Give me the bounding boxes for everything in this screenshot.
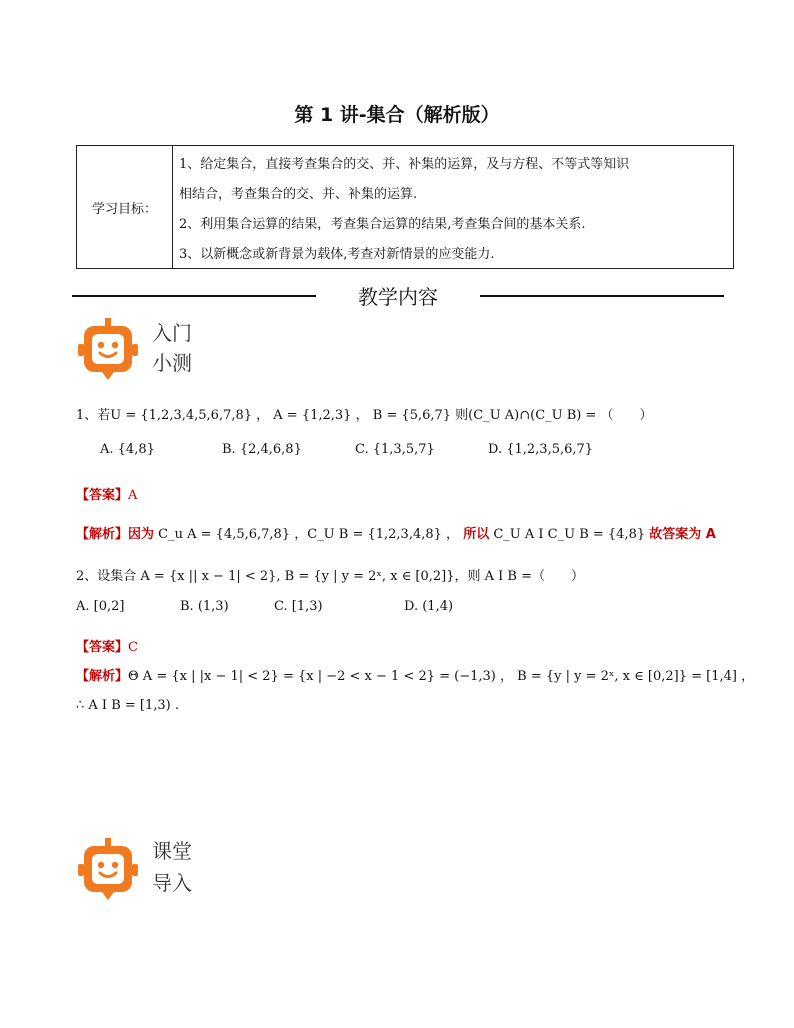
divider-line-right xyxy=(480,295,724,297)
badge-label-2: 导入 xyxy=(152,871,192,895)
robot-icon xyxy=(76,836,140,902)
divider-line-left xyxy=(72,295,316,297)
goals-label: 学习目标： xyxy=(77,146,173,268)
question-2-analysis-line2: ∴ A I B = [1,3) . xyxy=(76,698,179,713)
option-d: D. (1,4) xyxy=(404,599,454,614)
goals-body xyxy=(173,146,733,268)
option-a: A. [0,2] xyxy=(76,599,125,614)
analysis-formula: Θ A = {x | |x − 1| < 2} = {x | −2 < x − 1 < 2} = (−1,3) ， B = {y | y = 2ˣ, x ∈ [0,2]} = [1,4] ， xyxy=(128,669,755,684)
question-1-analysis xyxy=(76,523,716,542)
analysis-text: 故答案为 A xyxy=(649,527,716,542)
analysis-text: 因为 xyxy=(128,527,155,542)
analysis-formula: C_U A I C_U B = {4,8} xyxy=(493,527,646,542)
goal-line: 1、给定集合，直接考查集合的交、并、补集的运算，及与方程、不等式等知识 xyxy=(179,157,630,172)
question-1-options xyxy=(100,442,593,457)
question-1-answer xyxy=(76,484,137,503)
option-b: B. (1,3) xyxy=(180,599,229,614)
question-2-answer xyxy=(76,636,138,655)
answer-tag: 【答案】 xyxy=(76,640,129,655)
analysis-formula: C_u A = {4,5,6,7,8} ，C_U B = {1,2,3,4,8} ， xyxy=(158,527,460,542)
answer-value: C xyxy=(128,640,138,655)
option-a: A. {4,8} xyxy=(100,442,155,457)
goal-line: 相结合，考查集合的交、并、补集的运算. xyxy=(179,187,418,202)
robot-icon xyxy=(76,316,140,382)
answer-value: A xyxy=(128,488,138,503)
analysis-text: 所以 xyxy=(463,527,490,542)
badge-label-2: 小测 xyxy=(152,351,192,375)
analysis-tag: 【解析】 xyxy=(76,669,129,684)
option-c: C. [1,3) xyxy=(274,599,323,614)
goal-line: 2、利用集合运算的结果，考查集合运算的结果,考查集合间的基本关系. xyxy=(179,217,586,232)
question-2-options xyxy=(76,599,453,614)
option-d: D. {1,2,3,5,6,7} xyxy=(488,442,594,457)
class-intro-badge xyxy=(76,836,216,906)
section-title: 教学内容 xyxy=(358,285,438,309)
option-b: B. {2,4,6,8} xyxy=(222,442,302,457)
page-title: 第 1 讲-集合（解析版） xyxy=(294,104,500,126)
intro-quiz-badge xyxy=(76,316,216,386)
question-2-stem: 2、设集合 A = {x || x − 1| < 2}, B = {y | y = 2ˣ, x ∈ [0,2]}，则 A I B =（ ） xyxy=(76,569,585,584)
section-divider xyxy=(72,281,724,311)
analysis-tag: 【解析】 xyxy=(76,527,129,542)
goal-line: 3、以新概念或新背景为载体,考查对新情景的应变能力. xyxy=(179,247,495,262)
option-c: C. {1,3,5,7} xyxy=(355,442,435,457)
badge-label-1: 入门 xyxy=(152,321,192,345)
question-1-stem: 1、若U = {1,2,3,4,5,6,7,8} ， A = {1,2,3} ， B = {5,6,7} 则(C_U A)∩(C_U B) = （ ） xyxy=(76,408,653,423)
question-2-analysis xyxy=(76,665,754,684)
badge-label-1: 课堂 xyxy=(152,839,192,863)
learning-goals-table xyxy=(76,145,734,269)
answer-tag: 【答案】 xyxy=(76,488,129,503)
